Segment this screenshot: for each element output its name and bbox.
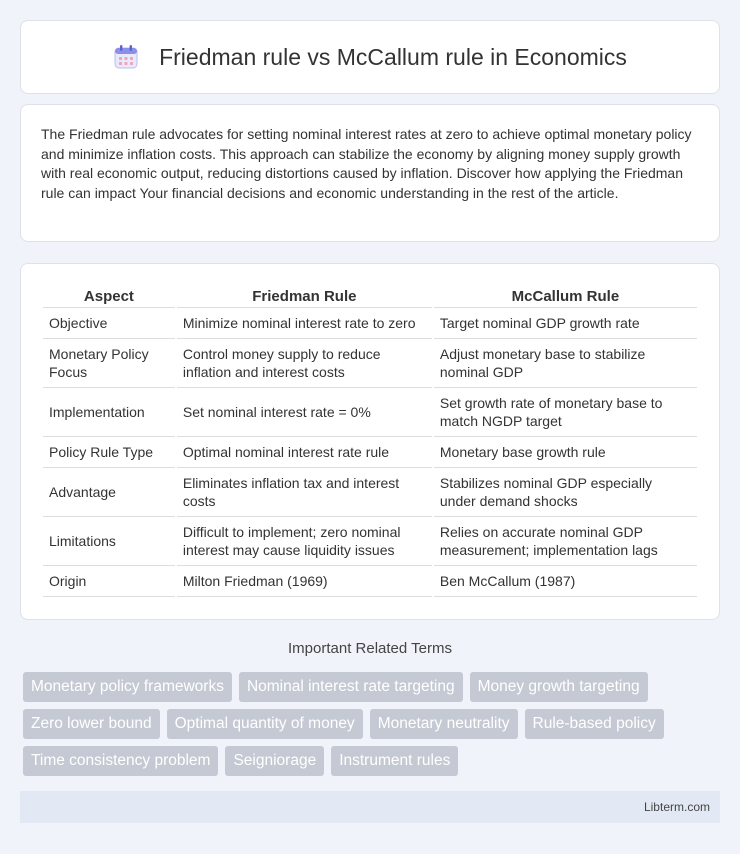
related-terms-list [23, 672, 723, 776]
table-row [43, 339, 697, 388]
related-term-tag[interactable]: Nominal interest rate targeting [239, 672, 463, 702]
page-title: Friedman rule vs McCallum rule in Economics [159, 43, 627, 70]
cell-mccallum: Monetary base growth rule [434, 437, 697, 468]
cell-aspect: Advantage [43, 468, 175, 517]
cell-friedman: Milton Friedman (1969) [177, 566, 432, 597]
cell-aspect: Policy Rule Type [43, 437, 175, 468]
cell-aspect: Objective [43, 308, 175, 339]
footer [20, 791, 720, 823]
title-card [20, 20, 720, 94]
cell-mccallum: Target nominal GDP growth rate [434, 308, 697, 339]
cell-friedman: Set nominal interest rate = 0% [177, 388, 432, 437]
cell-friedman: Difficult to implement; zero nominal interest may cause liquidity issues [177, 517, 432, 566]
related-terms-title: Important Related Terms [288, 640, 452, 657]
table-row [43, 468, 697, 517]
cell-friedman: Minimize nominal interest rate to zero [177, 308, 432, 339]
comparison-table-card [20, 263, 720, 620]
intro-text: The Friedman rule advocates for setting nominal interest rates at zero to achieve optimal monetary policy and minimize inflation costs. This approach can stabilize the economy by aligning money supply growth with real economic output, reducing distortions caused by inflation. Discover how applying the Friedman rule can impact Your financial decisions and economic understanding in the rest of the article. [41, 126, 692, 201]
related-term-tag[interactable]: Time consistency problem [23, 746, 218, 776]
related-term-tag[interactable]: Monetary policy frameworks [23, 672, 232, 702]
table-row [43, 437, 697, 468]
footer-site-link[interactable]: Libterm.com [643, 800, 710, 814]
cell-aspect: Implementation [43, 388, 175, 437]
table-row [43, 566, 697, 597]
related-term-tag[interactable]: Zero lower bound [23, 709, 160, 739]
intro-card [20, 104, 720, 242]
calendar-icon [113, 44, 139, 70]
cell-mccallum: Adjust monetary base to stabilize nominal GDP [434, 339, 697, 388]
cell-aspect: Monetary Policy Focus [43, 339, 175, 388]
related-term-tag[interactable]: Seigniorage [225, 746, 324, 776]
related-term-tag[interactable]: Rule-based policy [525, 709, 664, 739]
cell-friedman: Control money supply to reduce inflation and interest costs [177, 339, 432, 388]
related-term-tag[interactable]: Monetary neutrality [370, 709, 518, 739]
table-row [43, 388, 697, 437]
cell-aspect: Limitations [43, 517, 175, 566]
header-aspect: Aspect [43, 286, 175, 308]
header-friedman: Friedman Rule [177, 286, 432, 308]
table-row [43, 517, 697, 566]
related-term-tag[interactable]: Optimal quantity of money [167, 709, 363, 739]
cell-mccallum: Relies on accurate nominal GDP measurement; implementation lags [434, 517, 697, 566]
comparison-table [41, 286, 699, 597]
related-term-tag[interactable]: Money growth targeting [470, 672, 648, 702]
related-term-tag[interactable]: Instrument rules [331, 746, 458, 776]
table-row [43, 308, 697, 339]
cell-mccallum: Ben McCallum (1987) [434, 566, 697, 597]
cell-mccallum: Stabilizes nominal GDP especially under demand shocks [434, 468, 697, 517]
cell-aspect: Origin [43, 566, 175, 597]
cell-mccallum: Set growth rate of monetary base to match NGDP target [434, 388, 697, 437]
cell-friedman: Optimal nominal interest rate rule [177, 437, 432, 468]
cell-friedman: Eliminates inflation tax and interest costs [177, 468, 432, 517]
header-mccallum: McCallum Rule [434, 286, 697, 308]
